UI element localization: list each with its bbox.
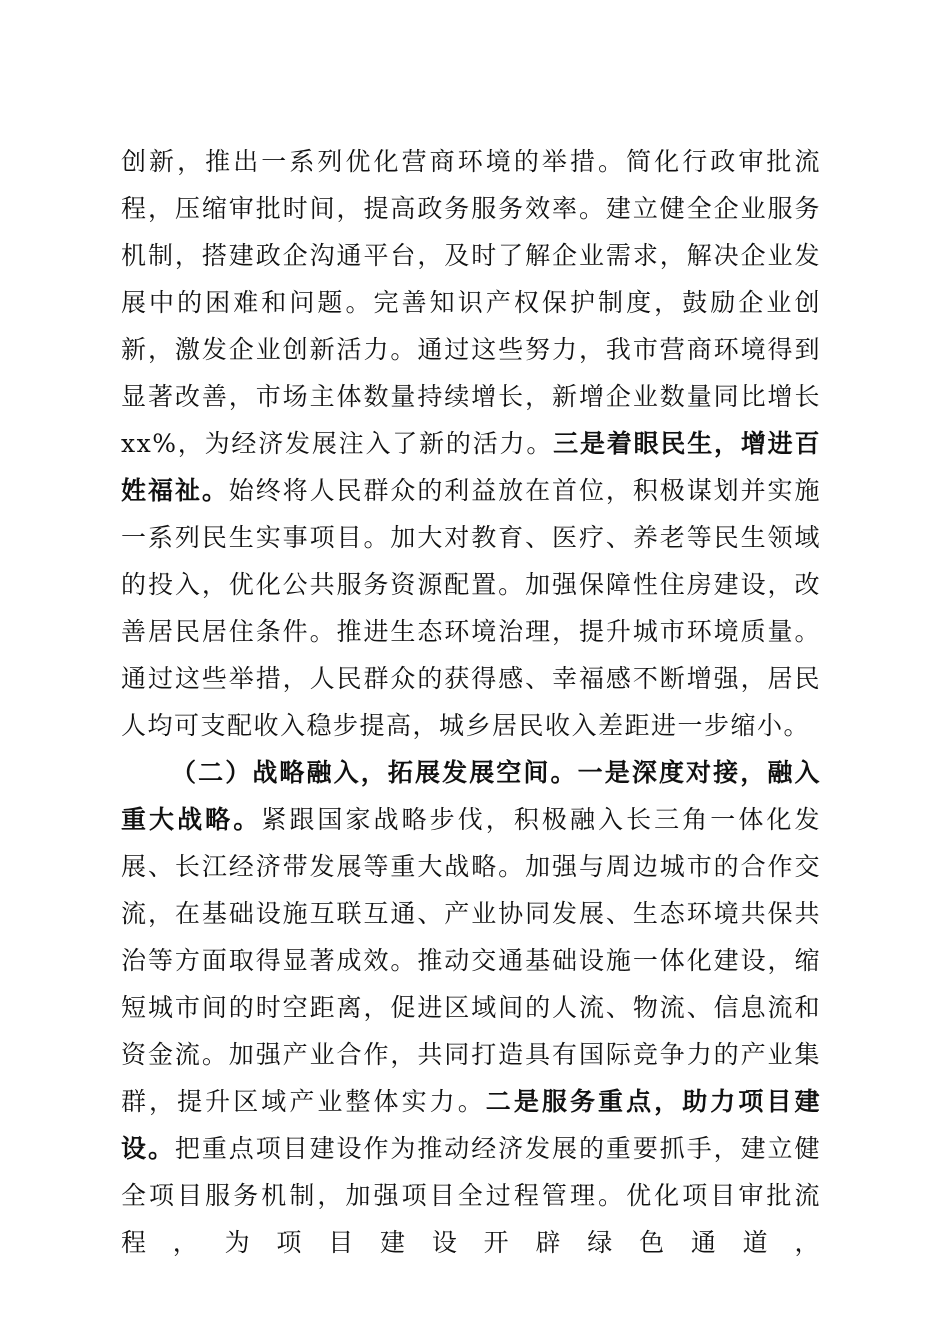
paragraph-section-two	[121, 749, 821, 1266]
paragraph-text: 始终将人民群众的利益放在首位，积极谋划并实施一系列民生实事项目。加大对教育、医疗、养老等民生领域的投入，优化公共服务资源配置。加强保障性住房建设，改善居民居住条件。推进生态环境治理，提升城市环境质量。通过这些举措，人民群众的获得感、幸福感不断增强，居民人均可支配收入稳步提高，城乡居民收入差距进一步缩小。	[121, 476, 821, 740]
paragraph-heading-inline: 二是服务重点，助力项目建设。	[121, 1087, 821, 1163]
paragraph-text: 紧跟国家战略步伐，积极融入长三角一体化发展、长江经济带发展等重大战略。加强与周边城市的合作交流，在基础设施互联互通、产业协同发展、生态环境共保共治等方面取得显著成效。推动交通基础设施一体化建设，缩短城市间的时空距离，促进区域间的人流、物流、信息流和资金流。加强产业合作，共同打造具有国际竞争力的产业集群，提升区域产业整体实力。	[121, 805, 821, 1116]
paragraph-heading-inline: 三是着眼民生，增进百姓福祉。	[121, 429, 821, 505]
paragraph-text: 创新，推出一系列优化营商环境的举措。简化行政审批流程，压缩审批时间，提高政务服务效率。建立健全企业服务机制，搭建政企沟通平台，及时了解企业需求，解决企业发展中的困难和问题。完善知识产权保护制度，鼓励企业创新，激发企业创新活力。通过这些努力，我市营商环境得到显著改善，市场主体数量持续增长，新增企业数量同比增长 xx%，为经济发展注入了新的活力。	[121, 147, 821, 458]
paragraph-continuation	[121, 138, 821, 749]
paragraph-text: 把重点项目建设作为推动经济发展的重要抓手，建立健全项目服务机制，加强项目全过程管理。优化项目审批流程，为项目建设开辟绿色通道，	[121, 1134, 821, 1257]
section-heading: （二）战略融入，拓展发展空间。一是深度对接，融入重大战略。	[121, 758, 821, 834]
document-body	[121, 138, 821, 1266]
